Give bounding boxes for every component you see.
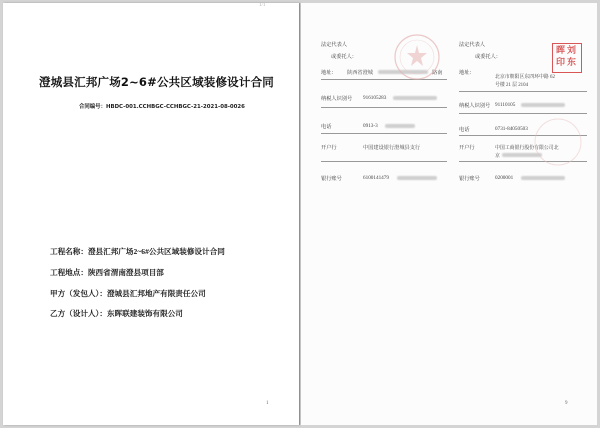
right-tax-id-value: 91110105 bbox=[495, 102, 516, 108]
divider bbox=[321, 133, 447, 134]
redaction-bar bbox=[397, 176, 437, 180]
left-address-value: 陕西省澄城 bbox=[347, 70, 373, 76]
right-bank-line2: 京 bbox=[495, 154, 500, 159]
left-bank-label: 开户行 bbox=[321, 145, 337, 151]
project-name-value: 澄县汇邦广场2~6#公共区域装修设计合同 bbox=[87, 247, 225, 256]
project-name-row bbox=[50, 246, 225, 257]
right-address-line1: 北京市朝阳区东四环中路 62 bbox=[495, 75, 555, 80]
redaction-bar bbox=[393, 96, 437, 100]
divider bbox=[321, 107, 447, 108]
party-b-value: 东晖联建装饰有限公司 bbox=[106, 309, 183, 318]
location-label: 工程地点： bbox=[50, 268, 88, 277]
right-phone-value: 0731-84050503 bbox=[495, 126, 528, 132]
left-phone-value: 0913-3 bbox=[363, 123, 378, 129]
right-phone-label: 电话 bbox=[459, 127, 470, 133]
corner-mark: 1/1 bbox=[259, 3, 266, 8]
project-location-row bbox=[50, 267, 164, 278]
left-tax-id-value: 916105283 bbox=[363, 95, 387, 101]
seal-text-bottom: 印东 bbox=[555, 57, 578, 67]
contract-number: 合同编号：HBDC-001.CCHBGC-CCHBGC-21-2021-08-0026 bbox=[79, 104, 245, 110]
left-authorized-label: 或委托人： bbox=[331, 54, 357, 60]
redaction-bar bbox=[521, 176, 565, 180]
party-a-value: 澄城县汇邦地产有限责任公司 bbox=[106, 289, 206, 298]
left-bank-value: 中国建设银行澄城县支行 bbox=[363, 145, 421, 151]
left-legal-rep-label: 法定代表人 bbox=[321, 42, 347, 48]
right-page-number: 9 bbox=[565, 401, 568, 406]
seal-text-top: 晖刘 bbox=[555, 45, 578, 55]
divider bbox=[459, 113, 587, 114]
right-address-line2: 号楼 21 层 2104 bbox=[495, 83, 529, 88]
project-name-label: 工程名称： bbox=[50, 247, 88, 256]
party-b-row bbox=[50, 308, 183, 319]
company-seal-faint bbox=[391, 31, 443, 83]
right-address-label: 地址： bbox=[459, 70, 475, 76]
left-page-number: 1 bbox=[266, 401, 269, 406]
party-a-row bbox=[50, 288, 206, 299]
right-bank-line1: 中国工商银行股份有限公司北 bbox=[495, 146, 559, 151]
left-page bbox=[3, 3, 299, 425]
right-account-label: 银行账号 bbox=[459, 176, 480, 182]
redaction-bar bbox=[521, 103, 565, 107]
location-value: 陕西省渭南澄县项目部 bbox=[87, 268, 164, 277]
divider bbox=[321, 161, 447, 162]
right-tax-id-label: 纳税人识别号 bbox=[459, 103, 491, 109]
party-b-label: 乙方（设计人）： bbox=[50, 309, 107, 318]
left-address-label: 地址： bbox=[321, 70, 337, 76]
left-address-tail: 路南 bbox=[432, 70, 443, 76]
contract-title: 澄城县汇邦广场2~6#公共区域装修设计合同 bbox=[39, 75, 274, 89]
right-account-value: 0200001 bbox=[495, 175, 514, 181]
left-tax-id-label: 纳税人识别号 bbox=[321, 96, 353, 102]
right-page bbox=[259, 3, 597, 425]
right-bank-label: 开户行 bbox=[459, 145, 475, 151]
right-authorized-label: 或委托人： bbox=[475, 54, 501, 60]
party-a-label: 甲方（发包人）： bbox=[50, 289, 107, 298]
divider bbox=[459, 91, 587, 92]
right-legal-rep-label: 法定代表人 bbox=[459, 42, 485, 48]
company-seal-faint-right bbox=[531, 115, 585, 169]
left-account-label: 银行账号 bbox=[321, 176, 342, 182]
left-account-value: 6100141479 bbox=[363, 175, 389, 181]
left-phone-label: 电话 bbox=[321, 124, 332, 130]
personal-seal bbox=[552, 43, 582, 73]
redaction-bar bbox=[385, 124, 415, 128]
